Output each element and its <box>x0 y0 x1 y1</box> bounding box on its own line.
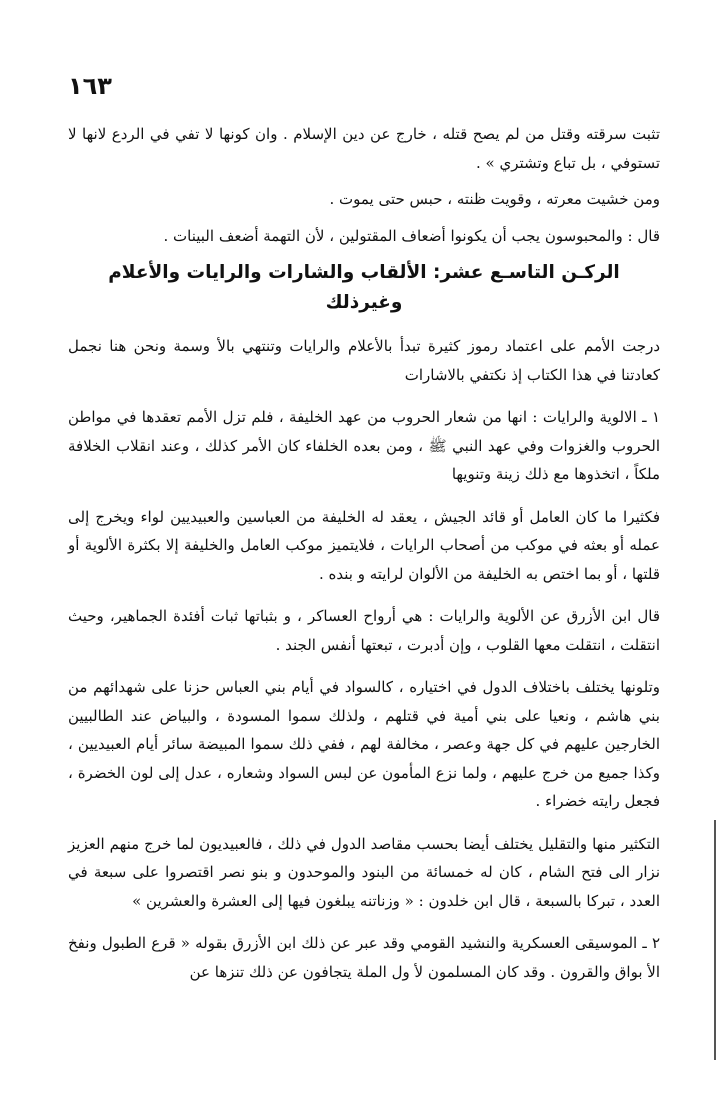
page-number: ١٦٣ <box>68 72 112 100</box>
section-ibn-azraq-quote: قال ابن الأزرق عن الألوية والرايات : هي أرواح العساكر ، و بثباتها ثبات أفئدة الجماهير، وحيث انتقلت ، انتقلت معها القلوب ، وإن أدبرت ، تبعتها أنفس الجند . <box>68 607 660 654</box>
section-colors: وتلونها يختلف باختلاف الدول في اختياره ، كالسواد في أيام بني العباس حزنا على شهدائهم من بني هاشم ، ونعيا على بني أمية في قتلهم ، ولذلك سموا المسودة ، والبياض عند الطالبيين الخارجين عليهم في كل جهة وعصر ، مخالفة لهم ، ففي ذلك سموا المبيضة سائر أيام العبيديين ، وكذا جميع من خرج عليهم ، ولما نزع المأمون عن لبس السواد وشعاره ، عدل إلى لون الخضرة ، فجعل رايته خضراء . <box>68 678 660 810</box>
page-edge-line <box>714 820 716 1060</box>
section-intro: درجت الأمم على اعتماد رموز كثيرة تبدأ بالأعلام والرايات وتنتهي بالأ وسمة ونحن هنا نجمل كعادتنا في هذا الكتاب إذ نكتفي بالاشارات <box>68 337 660 384</box>
section-banners-usage: فكثيرا ما كان العامل أو قائد الجيش ، يعقد له الخليفة من العباسين والعبيديين لواء ويخرج إلى عمله أو بعثه في موكب من أصحاب الرايات ، فلايتميز موكب العامل والخليفة إلا بكثرة الألوية أو قلتها ، أو بما اختص به الخليفة من الألوان لرايته و بنده . <box>68 507 660 583</box>
paragraph-1: تثبت سرقته وقتل من لم يصح قتله ، خارج عن دين الإسلام . وان كونها لا تفي في الردع لانها لا تستوفي ، بل تباع وتشتري » . <box>68 125 660 172</box>
page-body <box>68 120 660 1000</box>
section-music: ٢ ـ الموسيقى العسكرية والنشيد القومي وقد عبر عن ذلك ابن الأزرق بقوله « قرع الطبول ونفخ الأ بواق والقرون . وقد كان المسلمون لأ ول الملة يتجافون عن ذلك تنزها عن <box>68 934 660 981</box>
paragraph-3: قال : والمحبوسون يجب أن يكونوا أضعاف المقتولين ، لأن التهمة أضعف البينات . <box>163 226 660 245</box>
paragraph-2: ومن خشيت معرته ، وقويت ظنته ، حبس حتى يموت . <box>329 190 660 208</box>
section-flags: ١ ـ الالوية والرايات : انها من شعار الحروب من عهد الخليفة ، فلم تزل الأمم تعقدها في مواطن الحروب والغزوات وفي عهد النبي ﷺ ، ومن بعده الخلفاء كان الأمر كذلك ، وعند انقلاب الخلافة ملكاً ، اتخذوها مع ذلك زينة وتنويها <box>68 408 660 483</box>
chapter-heading: الركـن التاسـع عشر: الألقاب والشارات والرايات والأعلام وغيرذلك <box>108 262 620 313</box>
section-counts: التكثير منها والتقليل يختلف أيضا بحسب مقاصد الدول في ذلك ، فالعبيديون لما خرج منهم العزيز نزار الى فتح الشام ، كان له خمسائة من البنود والموحدون و بنو نصر اقتصروا على سبعة في العدد ، تبركا بالسبعة ، قال ابن خلدون : « وزناتنه يبلغون فيها إلى العشرة والعشرين » <box>68 834 660 910</box>
